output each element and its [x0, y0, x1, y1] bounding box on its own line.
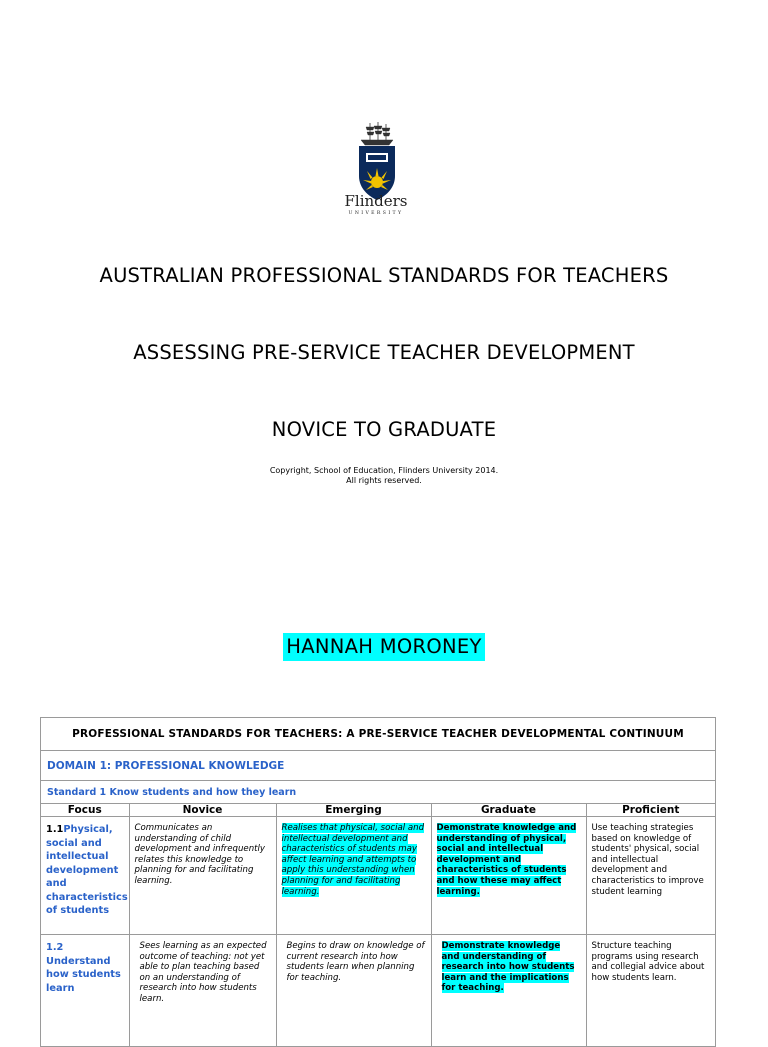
copyright-line-1: Copyright, School of Education, Flinders University 2014. [269, 466, 499, 475]
focus-label: Understand how students learn [46, 955, 121, 994]
student-name-wrap [0, 633, 768, 661]
novice-cell [129, 935, 276, 1047]
proficient-text: Use teaching strategies based on knowledge of students' physical, social and intellectual development and characteristics to improve student learning [591, 823, 704, 897]
novice-text: Communicates an understanding of child development and infrequently relates this knowledge to planning for and facilitating learning. [134, 823, 265, 886]
table-row [41, 817, 715, 935]
standards-grid [41, 803, 715, 1047]
proficient-text: Structure teaching programs using research and collegial advice about how students learn. [591, 941, 705, 983]
column-header-emerging: Emerging [276, 804, 431, 817]
cover-title-assessing: ASSESSING PRE-SERVICE TEACHER DEVELOPMENT [133, 341, 635, 364]
svg-text:UNIVERSITY: UNIVERSITY [348, 211, 404, 216]
cover-title-standards: AUSTRALIAN PROFESSIONAL STANDARDS FOR TEACHERS [99, 264, 669, 287]
graduate-cell [431, 935, 586, 1047]
graduate-text: Demonstrate knowledge and understanding of physical, social and intellectual development and characteristics of students and how these may affect learning. [436, 823, 577, 897]
ship-icon [361, 122, 393, 145]
focus-number: 1.2 [46, 942, 64, 953]
table-row [41, 935, 715, 1047]
column-header-focus: Focus [41, 804, 129, 817]
column-header-novice: Novice [129, 804, 276, 817]
copyright-notice [0, 466, 768, 486]
novice-text: Sees learning as an expected outcome of teaching: not yet able to plan teaching based on an understanding of research into how students learn. [139, 941, 267, 1004]
focus-cell [41, 817, 129, 935]
table-title: PROFESSIONAL STANDARDS FOR TEACHERS: A PRE-SERVICE TEACHER DEVELOPMENTAL CONTINUUM [41, 718, 715, 751]
copyright-line-2: All rights reserved. [346, 476, 422, 485]
student-name: HANNAH MORONEY [283, 633, 484, 661]
focus-cell [41, 935, 129, 1047]
proficient-cell [586, 817, 715, 935]
column-header-graduate: Graduate [431, 804, 586, 817]
domain-heading: DOMAIN 1: PROFESSIONAL KNOWLEDGE [41, 751, 715, 781]
novice-cell [129, 817, 276, 935]
standard-heading: Standard 1 Know students and how they learn [47, 786, 297, 798]
proficient-cell [586, 935, 715, 1047]
continuum-table [40, 717, 716, 1047]
cover-title-novice-graduate: NOVICE TO GRADUATE [271, 418, 497, 441]
focus-number: 1.1 [46, 824, 64, 835]
focus-label: Physical, social and intellectual development and characteristics of students [46, 824, 128, 916]
table-header-row [41, 804, 715, 817]
svg-text:Flinders: Flinders [344, 192, 408, 210]
emerging-text: Realises that physical, social and intellectual development and characteristics of students may affect learning and attempts to apply this understanding when planning for and facilitating learning. [281, 823, 425, 897]
emerging-cell [276, 817, 431, 935]
column-header-proficient: Proficient [586, 804, 715, 817]
graduate-text: Demonstrate knowledge and understanding of research into how students learn and the implications for teaching. [441, 941, 575, 994]
graduate-cell [431, 817, 586, 935]
flinders-university-logo [333, 120, 419, 216]
emerging-text: Begins to draw on knowledge of current research into how students learn when planning for teaching. [286, 941, 425, 983]
emerging-cell [276, 935, 431, 1047]
